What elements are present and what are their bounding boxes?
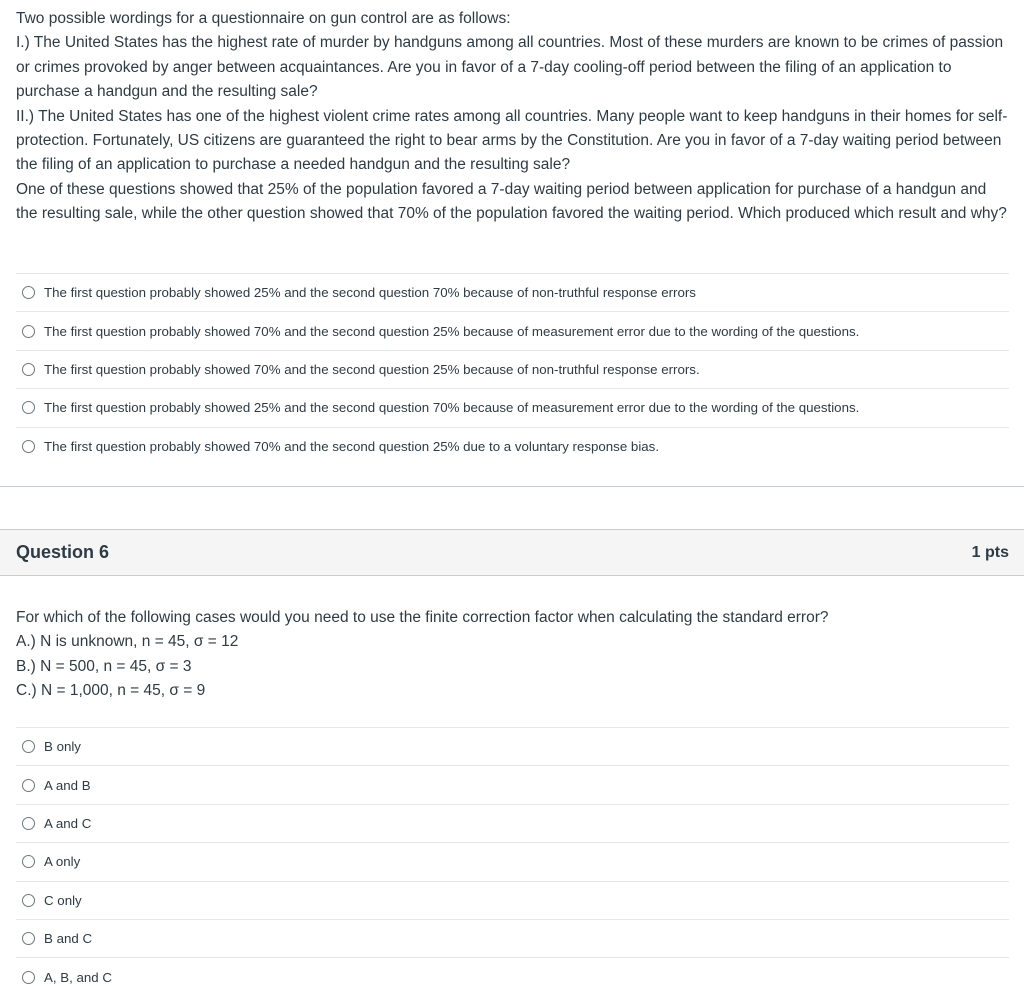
radio-button[interactable] (22, 855, 35, 868)
answer-label: A and C (44, 815, 92, 831)
answer-option[interactable] (16, 388, 1009, 426)
answer-option[interactable] (16, 273, 1009, 311)
radio-button[interactable] (22, 363, 35, 376)
answer-label: The first question probably showed 70% and the second question 25% because of non-truthful response errors. (44, 361, 700, 377)
radio-button[interactable] (22, 894, 35, 907)
question-6-answers (16, 727, 1009, 996)
radio-button[interactable] (22, 401, 35, 414)
answer-option[interactable] (16, 919, 1009, 957)
radio-button[interactable] (22, 440, 35, 453)
answer-option[interactable] (16, 957, 1009, 995)
answer-label: B and C (44, 931, 93, 947)
question-title: Question 6 (16, 542, 110, 562)
answer-label: The first question probably showed 70% and the second question 25% because of measurement error due to the wording of the questions. (44, 323, 860, 339)
case-b: B.) N = 500, n = 45, σ = 3 (16, 657, 192, 675)
radio-button[interactable] (22, 779, 35, 792)
question-divider (0, 486, 1024, 487)
question-6-text (16, 606, 1012, 704)
question-5-wording-2: II.) The United States has one of the highest violent crime rates among all countries. Many people want to keep handguns in their homes for self-protection. Fortunately, US citizens are guaranteed the right to bear arms by the Constitution. Are you in favor of a 7-day waiting period between the filing of an application to purchase a needed handgun and the resulting sale? (16, 107, 1008, 174)
answer-label: The first question probably showed 70% and the second question 25% due to a voluntary response bias. (44, 438, 660, 454)
answer-option[interactable] (16, 842, 1009, 880)
answer-option[interactable] (16, 881, 1009, 919)
question-5-prompt: One of these questions showed that 25% of the population favored a 7-day waiting period between application for purchase of a handgun and the resulting sale, while the other question showed that 70% of the population favored the waiting period. Which produced which result and why? (16, 180, 1007, 223)
case-a: A.) N is unknown, n = 45, σ = 12 (16, 633, 239, 651)
radio-button[interactable] (22, 932, 35, 945)
answer-label: A, B, and C (44, 969, 112, 985)
radio-button[interactable] (22, 740, 35, 753)
answer-option[interactable] (16, 350, 1009, 388)
radio-button[interactable] (22, 325, 35, 338)
answer-option[interactable] (16, 765, 1009, 803)
answer-label: A and B (44, 777, 91, 793)
radio-button[interactable] (22, 817, 35, 830)
answer-label: The first question probably showed 25% and the second question 70% because of measurement error due to the wording of the questions. (44, 400, 860, 416)
question-points: 1 pts (971, 543, 1009, 561)
question-5-answers (16, 273, 1009, 465)
question-5-intro: Two possible wordings for a questionnaire on gun control are as follows: (16, 10, 511, 27)
answer-option[interactable] (16, 311, 1009, 349)
question-6-prompt: For which of the following cases would you need to use the finite correction factor when calculating the standard error? (16, 609, 829, 626)
answer-option[interactable] (16, 804, 1009, 842)
answer-label: B only (44, 739, 81, 755)
answer-option[interactable] (16, 427, 1009, 465)
question-5-wording-1: I.) The United States has the highest rate of murder by handguns among all countries. Most of these murders are known to be crimes of passion or crimes provoked by anger between acquaintances. Are you in favor of a 7-day cooling-off period between the filing of an application to purchase a handgun and the resulting sale? (16, 34, 1004, 101)
question-6-header (0, 529, 1024, 576)
radio-button[interactable] (22, 286, 35, 299)
answer-label: C only (44, 892, 82, 908)
answer-label: A only (44, 854, 81, 870)
radio-button[interactable] (22, 971, 35, 984)
case-c: C.) N = 1,000, n = 45, σ = 9 (16, 682, 206, 700)
answer-option[interactable] (16, 727, 1009, 765)
answer-label: The first question probably showed 25% and the second question 70% because of non-truthful response errors (44, 285, 696, 301)
question-5-text (16, 7, 1012, 227)
